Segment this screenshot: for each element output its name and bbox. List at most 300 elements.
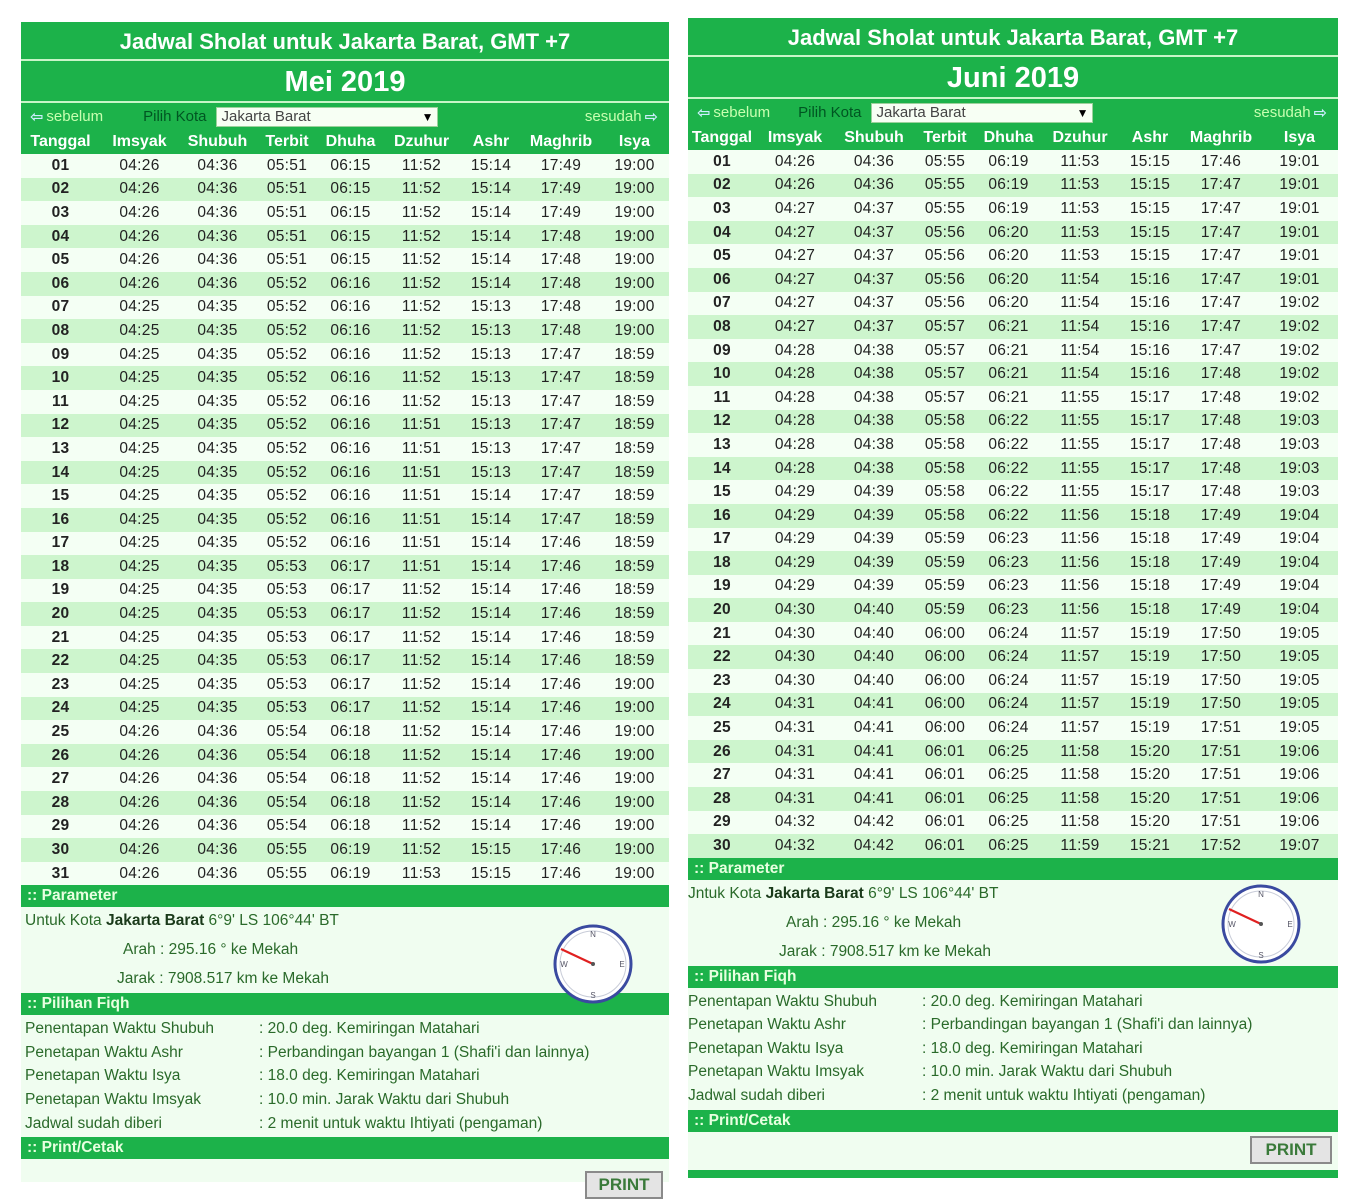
day-cell: 28 <box>21 791 100 815</box>
time-cell: 05:57 <box>914 386 976 410</box>
time-cell: 17:47 <box>522 484 600 508</box>
table-row <box>688 834 1338 858</box>
time-cell: 04:42 <box>834 834 914 858</box>
table-row <box>688 480 1338 504</box>
table-row <box>688 410 1338 434</box>
time-cell: 17:47 <box>1181 268 1261 292</box>
param-city: Jakarta Barat <box>106 912 205 930</box>
time-cell: 04:28 <box>756 339 834 363</box>
time-cell: 19:00 <box>600 296 669 320</box>
time-cell: 04:25 <box>100 673 179 697</box>
time-cell: 17:51 <box>1181 787 1261 811</box>
day-cell: 16 <box>21 508 100 532</box>
time-cell: 15:14 <box>460 579 522 603</box>
time-cell: 04:35 <box>179 319 256 343</box>
fiqh-value: : 20.0 deg. Kemiringan Matahari <box>922 992 1143 1010</box>
table-row <box>21 555 669 579</box>
time-cell: 06:21 <box>976 315 1041 339</box>
day-cell: 13 <box>688 433 756 457</box>
time-cell: 19:05 <box>1261 669 1338 693</box>
time-cell: 19:00 <box>600 697 669 721</box>
time-cell: 04:36 <box>179 201 256 225</box>
time-cell: 06:20 <box>976 244 1041 268</box>
time-cell: 06:15 <box>318 154 383 178</box>
compass-icon <box>1220 883 1302 965</box>
time-cell: 05:51 <box>256 248 318 272</box>
time-cell: 11:56 <box>1041 528 1119 552</box>
day-cell: 11 <box>688 386 756 410</box>
time-cell: 11:55 <box>1041 433 1119 457</box>
city-select[interactable] <box>871 103 1093 123</box>
time-cell: 06:16 <box>318 437 383 461</box>
time-cell: 15:19 <box>1119 716 1181 740</box>
time-cell: 19:07 <box>1261 834 1338 858</box>
next-month-link[interactable] <box>585 107 661 127</box>
footer-bar <box>688 1170 1338 1178</box>
time-cell: 15:20 <box>1119 740 1181 764</box>
table-row <box>688 174 1338 198</box>
time-cell: 19:00 <box>600 815 669 839</box>
time-cell: 04:26 <box>100 791 179 815</box>
prev-month-link[interactable] <box>694 103 770 123</box>
time-cell: 17:47 <box>1181 244 1261 268</box>
time-cell: 06:15 <box>318 248 383 272</box>
time-cell: 17:47 <box>1181 221 1261 245</box>
time-cell: 04:41 <box>834 787 914 811</box>
time-cell: 15:16 <box>1119 315 1181 339</box>
time-cell: 04:25 <box>100 508 179 532</box>
time-cell: 05:58 <box>914 433 976 457</box>
city-select-value: Jakarta Barat <box>221 108 311 125</box>
fiqh-key: Penetapan Waktu Ashr <box>688 1016 846 1034</box>
section-parameter: :: Parameter <box>688 858 1338 880</box>
table-row <box>688 740 1338 764</box>
time-cell: 04:28 <box>756 433 834 457</box>
time-cell: 18:59 <box>600 649 669 673</box>
time-cell: 11:52 <box>383 815 460 839</box>
day-cell: 26 <box>688 740 756 764</box>
time-cell: 11:52 <box>383 720 460 744</box>
arrow-right-icon: ⇨ <box>644 108 658 126</box>
time-cell: 11:54 <box>1041 292 1119 316</box>
time-cell: 06:17 <box>318 626 383 650</box>
time-cell: 11:52 <box>383 319 460 343</box>
time-cell: 17:49 <box>1181 528 1261 552</box>
time-cell: 15:15 <box>1119 174 1181 198</box>
fiqh-row <box>25 1065 669 1089</box>
nav-bar <box>688 99 1338 126</box>
day-cell: 05 <box>688 244 756 268</box>
svg-text:W: W <box>1228 919 1236 929</box>
day-cell: 26 <box>21 744 100 768</box>
time-cell: 15:16 <box>1119 339 1181 363</box>
time-cell: 04:25 <box>100 532 179 556</box>
time-cell: 15:13 <box>460 319 522 343</box>
time-cell: 04:26 <box>100 272 179 296</box>
time-cell: 05:56 <box>914 268 976 292</box>
time-cell: 11:52 <box>383 154 460 178</box>
fiqh-row <box>25 1088 669 1112</box>
time-cell: 11:58 <box>1041 740 1119 764</box>
fiqh-row <box>688 1013 1338 1037</box>
print-button[interactable]: PRINT <box>1250 1136 1332 1164</box>
table-row <box>688 221 1338 245</box>
time-cell: 17:46 <box>522 791 600 815</box>
time-cell: 17:47 <box>1181 292 1261 316</box>
time-cell: 06:01 <box>914 834 976 858</box>
time-cell: 19:01 <box>1261 174 1338 198</box>
time-cell: 15:14 <box>460 673 522 697</box>
time-cell: 11:52 <box>383 201 460 225</box>
dropdown-caret-icon: ▼ <box>1076 105 1089 120</box>
table-row <box>21 343 669 367</box>
time-cell: 05:55 <box>256 838 318 862</box>
svg-text:E: E <box>619 960 625 970</box>
time-cell: 05:52 <box>256 508 318 532</box>
time-cell: 04:36 <box>179 744 256 768</box>
table-row <box>688 811 1338 835</box>
untuk-label: Untuk Kota <box>25 912 102 930</box>
time-cell: 06:16 <box>318 343 383 367</box>
time-cell: 19:01 <box>1261 268 1338 292</box>
time-cell: 17:46 <box>522 626 600 650</box>
time-cell: 19:04 <box>1261 504 1338 528</box>
column-header: Dzuhur <box>383 130 460 154</box>
section-print: :: Print/Cetak <box>21 1137 669 1159</box>
time-cell: 04:35 <box>179 437 256 461</box>
time-cell: 19:05 <box>1261 693 1338 717</box>
time-cell: 04:35 <box>179 602 256 626</box>
time-cell: 06:16 <box>318 272 383 296</box>
time-cell: 15:18 <box>1119 504 1181 528</box>
day-cell: 06 <box>688 268 756 292</box>
day-cell: 15 <box>21 484 100 508</box>
time-cell: 17:46 <box>522 862 600 886</box>
time-cell: 05:55 <box>914 174 976 198</box>
time-cell: 17:46 <box>522 815 600 839</box>
time-cell: 17:47 <box>1181 315 1261 339</box>
parameter-block <box>21 907 669 1001</box>
time-cell: 04:35 <box>179 579 256 603</box>
time-cell: 19:05 <box>1261 622 1338 646</box>
time-cell: 19:00 <box>600 225 669 249</box>
time-cell: 04:27 <box>756 292 834 316</box>
day-cell: 08 <box>688 315 756 339</box>
time-cell: 06:25 <box>976 811 1041 835</box>
fiqh-row <box>688 990 1338 1014</box>
fiqh-key: Penetapan Waktu Imsyak <box>25 1090 202 1108</box>
time-cell: 15:16 <box>1119 268 1181 292</box>
table-row <box>21 154 669 178</box>
table-row <box>688 292 1338 316</box>
time-cell: 06:20 <box>976 268 1041 292</box>
table-row <box>21 649 669 673</box>
time-cell: 11:52 <box>383 697 460 721</box>
time-cell: 15:15 <box>460 838 522 862</box>
time-cell: 04:25 <box>100 484 179 508</box>
time-cell: 06:16 <box>318 508 383 532</box>
time-cell: 06:19 <box>318 862 383 886</box>
time-cell: 04:26 <box>100 154 179 178</box>
time-cell: 05:52 <box>256 366 318 390</box>
time-cell: 17:50 <box>1181 645 1261 669</box>
svg-text:E: E <box>1287 919 1293 929</box>
day-cell: 23 <box>21 673 100 697</box>
time-cell: 05:57 <box>914 339 976 363</box>
time-cell: 04:25 <box>100 319 179 343</box>
time-cell: 11:55 <box>1041 386 1119 410</box>
time-cell: 06:21 <box>976 386 1041 410</box>
table-row <box>688 150 1338 174</box>
time-cell: 06:16 <box>318 461 383 485</box>
time-cell: 04:25 <box>100 461 179 485</box>
day-cell: 06 <box>21 272 100 296</box>
time-cell: 15:17 <box>1119 410 1181 434</box>
time-cell: 19:06 <box>1261 763 1338 787</box>
day-cell: 01 <box>21 154 100 178</box>
time-cell: 06:01 <box>914 763 976 787</box>
time-cell: 15:13 <box>460 461 522 485</box>
time-cell: 04:40 <box>834 669 914 693</box>
table-row <box>21 791 669 815</box>
time-cell: 05:52 <box>256 461 318 485</box>
day-cell: 23 <box>688 669 756 693</box>
time-cell: 15:14 <box>460 484 522 508</box>
table-row <box>21 532 669 556</box>
time-cell: 17:51 <box>1181 740 1261 764</box>
column-header: Terbit <box>914 126 976 150</box>
time-cell: 17:47 <box>522 461 600 485</box>
time-cell: 04:27 <box>756 244 834 268</box>
fiqh-row <box>688 1037 1338 1061</box>
day-cell: 17 <box>688 528 756 552</box>
time-cell: 17:50 <box>1181 622 1261 646</box>
time-cell: 04:35 <box>179 484 256 508</box>
time-cell: 17:49 <box>1181 504 1261 528</box>
svg-text:W: W <box>560 960 568 970</box>
time-cell: 11:56 <box>1041 575 1119 599</box>
table-row <box>21 579 669 603</box>
time-cell: 06:21 <box>976 339 1041 363</box>
time-cell: 11:52 <box>383 248 460 272</box>
time-cell: 06:17 <box>318 555 383 579</box>
day-cell: 20 <box>688 598 756 622</box>
time-cell: 04:38 <box>834 362 914 386</box>
time-cell: 04:29 <box>756 575 834 599</box>
time-cell: 17:46 <box>522 697 600 721</box>
time-cell: 04:26 <box>100 862 179 886</box>
time-cell: 06:18 <box>318 791 383 815</box>
table-row <box>688 622 1338 646</box>
fiqh-value: : 10.0 min. Jarak Waktu dari Shubuh <box>922 1063 1173 1081</box>
time-cell: 19:05 <box>1261 716 1338 740</box>
time-cell: 06:17 <box>318 673 383 697</box>
time-cell: 11:52 <box>383 343 460 367</box>
time-cell: 11:54 <box>1041 268 1119 292</box>
time-cell: 04:35 <box>179 296 256 320</box>
time-cell: 04:26 <box>756 150 834 174</box>
time-cell: 04:28 <box>756 410 834 434</box>
fiqh-value: : 18.0 deg. Kemiringan Matahari <box>259 1067 480 1085</box>
table-row <box>688 244 1338 268</box>
time-cell: 11:52 <box>383 366 460 390</box>
time-cell: 11:58 <box>1041 811 1119 835</box>
time-cell: 05:59 <box>914 528 976 552</box>
time-cell: 04:36 <box>179 862 256 886</box>
time-cell: 06:00 <box>914 669 976 693</box>
parameter-block <box>688 880 1338 966</box>
time-cell: 04:40 <box>834 598 914 622</box>
time-cell: 17:46 <box>522 767 600 791</box>
table-row <box>688 386 1338 410</box>
time-cell: 11:51 <box>383 414 460 438</box>
city-select-value: Jakarta Barat <box>876 104 966 121</box>
time-cell: 04:39 <box>834 504 914 528</box>
next-month-link[interactable] <box>1254 103 1330 123</box>
time-cell: 04:28 <box>756 362 834 386</box>
time-cell: 17:47 <box>522 390 600 414</box>
time-cell: 17:48 <box>522 225 600 249</box>
time-cell: 04:37 <box>834 197 914 221</box>
time-cell: 19:00 <box>600 720 669 744</box>
prev-month-link[interactable] <box>27 107 103 127</box>
table-row <box>21 201 669 225</box>
time-cell: 05:55 <box>256 862 318 886</box>
time-cell: 06:22 <box>976 480 1041 504</box>
fiqh-row <box>688 1061 1338 1085</box>
time-cell: 05:53 <box>256 579 318 603</box>
time-cell: 17:48 <box>522 319 600 343</box>
time-cell: 04:35 <box>179 343 256 367</box>
day-cell: 25 <box>688 716 756 740</box>
time-cell: 17:48 <box>522 272 600 296</box>
time-cell: 15:13 <box>460 414 522 438</box>
day-cell: 07 <box>688 292 756 316</box>
time-cell: 05:51 <box>256 178 318 202</box>
untuk-label: Jntuk Kota <box>688 884 762 902</box>
time-cell: 11:52 <box>383 602 460 626</box>
time-cell: 05:54 <box>256 767 318 791</box>
fiqh-key: Jadwal sudah diberi <box>688 1086 826 1104</box>
time-cell: 05:53 <box>256 602 318 626</box>
time-cell: 05:58 <box>914 480 976 504</box>
time-cell: 04:28 <box>756 386 834 410</box>
time-cell: 05:54 <box>256 744 318 768</box>
time-cell: 19:01 <box>1261 221 1338 245</box>
fiqh-value: : 2 menit untuk waktu Ihtiyati (pengaman) <box>922 1086 1206 1104</box>
time-cell: 11:56 <box>1041 551 1119 575</box>
city-coords <box>688 885 998 903</box>
time-cell: 18:59 <box>600 437 669 461</box>
day-cell: 31 <box>21 862 100 886</box>
fiqh-value: : 18.0 deg. Kemiringan Matahari <box>922 1039 1143 1057</box>
time-cell: 19:02 <box>1261 315 1338 339</box>
time-cell: 15:14 <box>460 508 522 532</box>
time-cell: 04:25 <box>100 649 179 673</box>
time-cell: 06:00 <box>914 622 976 646</box>
time-cell: 04:30 <box>756 598 834 622</box>
day-cell: 18 <box>688 551 756 575</box>
time-cell: 04:40 <box>834 645 914 669</box>
section-fiqh: :: Pilihan Fiqh <box>21 993 669 1015</box>
day-cell: 01 <box>688 150 756 174</box>
time-cell: 15:13 <box>460 366 522 390</box>
time-cell: 04:37 <box>834 315 914 339</box>
time-cell: 06:22 <box>976 457 1041 481</box>
time-cell: 05:51 <box>256 201 318 225</box>
city-coords <box>25 912 339 930</box>
time-cell: 15:19 <box>1119 693 1181 717</box>
column-header: Isya <box>1261 126 1338 150</box>
time-cell: 06:16 <box>318 366 383 390</box>
time-cell: 11:57 <box>1041 669 1119 693</box>
time-cell: 05:52 <box>256 390 318 414</box>
print-button[interactable]: PRINT <box>585 1171 663 1199</box>
time-cell: 05:52 <box>256 532 318 556</box>
time-cell: 17:46 <box>522 673 600 697</box>
time-cell: 06:25 <box>976 834 1041 858</box>
time-cell: 04:36 <box>179 248 256 272</box>
time-cell: 06:23 <box>976 598 1041 622</box>
time-cell: 15:15 <box>1119 150 1181 174</box>
time-cell: 04:27 <box>756 315 834 339</box>
time-cell: 04:25 <box>100 697 179 721</box>
time-cell: 19:03 <box>1261 433 1338 457</box>
time-cell: 04:29 <box>756 551 834 575</box>
time-cell: 19:01 <box>1261 244 1338 268</box>
time-cell: 06:24 <box>976 622 1041 646</box>
time-cell: 04:26 <box>100 225 179 249</box>
day-cell: 17 <box>21 532 100 556</box>
time-cell: 04:35 <box>179 555 256 579</box>
time-cell: 04:32 <box>756 811 834 835</box>
time-cell: 06:23 <box>976 551 1041 575</box>
time-cell: 19:00 <box>600 791 669 815</box>
time-cell: 19:06 <box>1261 787 1338 811</box>
time-cell: 11:51 <box>383 484 460 508</box>
column-header: Shubuh <box>834 126 914 150</box>
time-cell: 04:30 <box>756 669 834 693</box>
time-cell: 05:52 <box>256 414 318 438</box>
column-header: Shubuh <box>179 130 256 154</box>
time-cell: 04:31 <box>756 716 834 740</box>
qibla-direction: Arah : 295.16 ° ke Mekah <box>786 913 962 931</box>
time-cell: 15:14 <box>460 626 522 650</box>
time-cell: 11:59 <box>1041 834 1119 858</box>
day-cell: 15 <box>688 480 756 504</box>
fiqh-key: Penetapan Waktu Isya <box>25 1067 181 1085</box>
svg-text:N: N <box>590 930 596 940</box>
time-cell: 06:24 <box>976 645 1041 669</box>
table-row <box>688 528 1338 552</box>
time-cell: 17:49 <box>1181 598 1261 622</box>
time-cell: 04:25 <box>100 437 179 461</box>
time-cell: 15:14 <box>460 791 522 815</box>
time-cell: 18:59 <box>600 532 669 556</box>
time-cell: 19:00 <box>600 838 669 862</box>
time-cell: 04:35 <box>179 461 256 485</box>
time-cell: 15:14 <box>460 154 522 178</box>
fiqh-key: Jadwal sudah diberi <box>25 1114 163 1132</box>
time-cell: 04:37 <box>834 221 914 245</box>
time-cell: 11:52 <box>383 626 460 650</box>
time-cell: 11:52 <box>383 673 460 697</box>
time-cell: 11:57 <box>1041 693 1119 717</box>
time-cell: 04:25 <box>100 390 179 414</box>
compass-icon <box>552 923 634 1005</box>
city-select[interactable] <box>216 107 438 127</box>
time-cell: 15:17 <box>1119 457 1181 481</box>
